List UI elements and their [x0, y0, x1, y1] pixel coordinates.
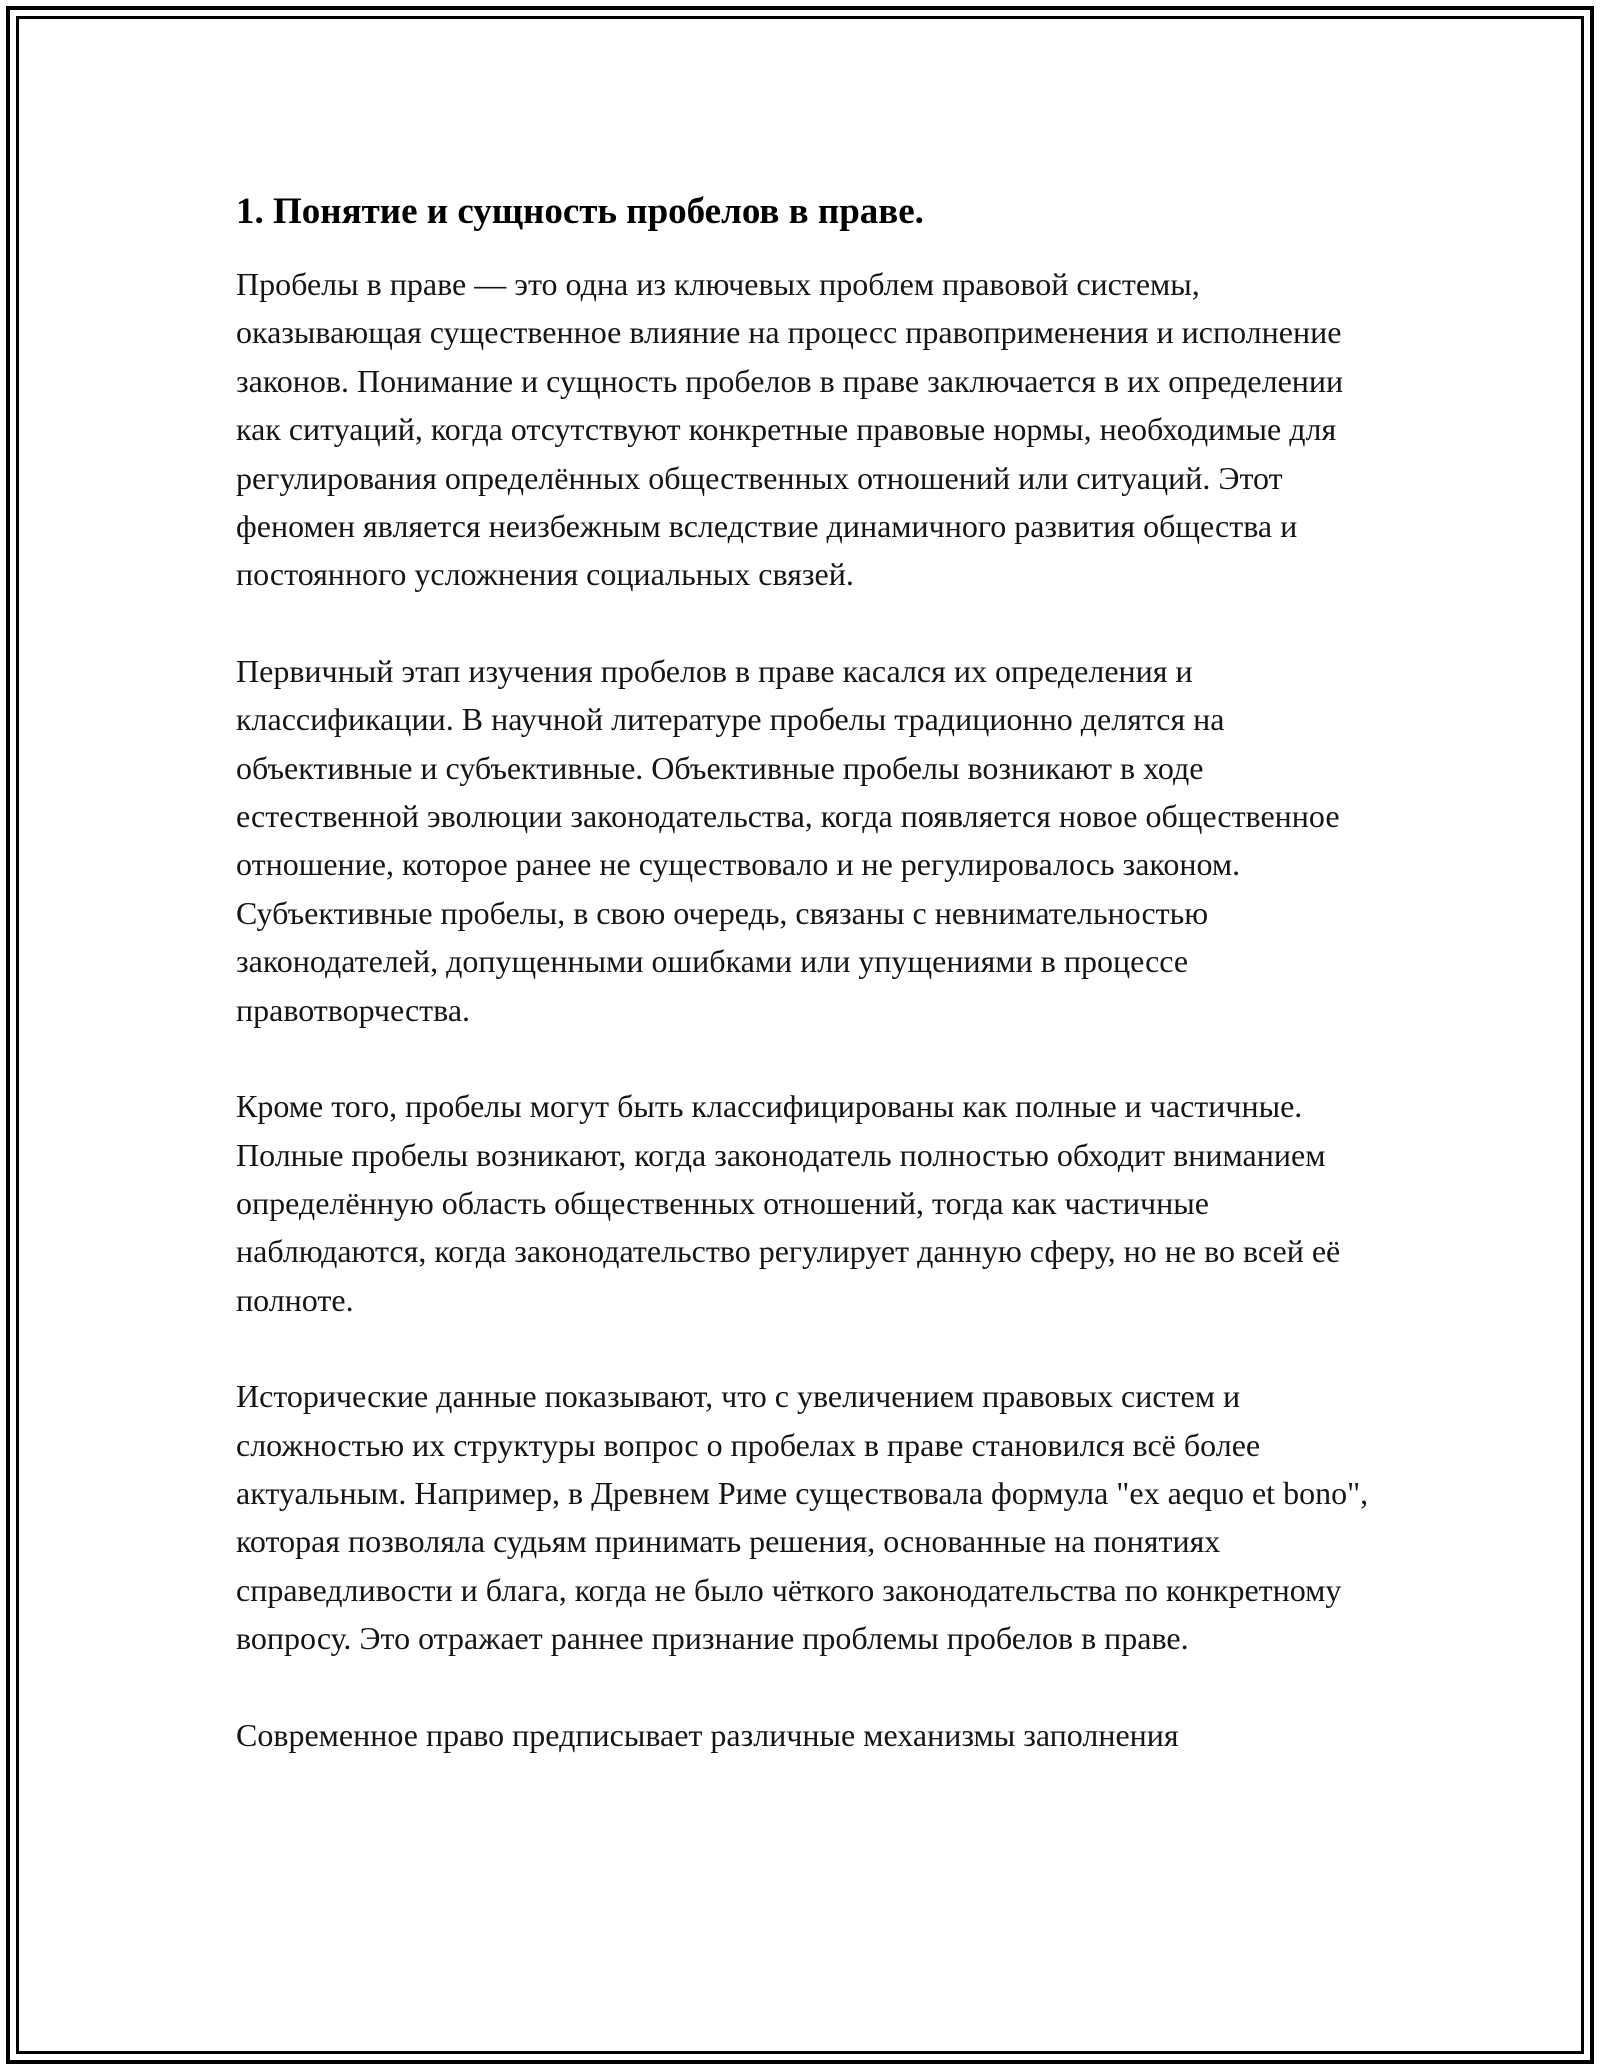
paragraph-modern-law: Современное право предписывает различные механизмы заполнения — [236, 1716, 1179, 1753]
paragraph-history: Исторические данные показывают, что с увеличением правовых систем и сложностью их структуры вопрос о пробелах в праве становился всё более актуальным. Например, в Древнем Риме существовала формула "ex aequo et bono", которая позволяла судьям принимать решения, основанные на понятиях справедливости и блага, когда не было чёткого законодательства по конкретному вопросу. Это отражает раннее признание проблемы пробелов в праве. — [236, 1378, 1369, 1657]
section-heading: 1. Понятие и сущность пробелов в праве. — [236, 191, 924, 232]
paragraph-full-partial: Кроме того, пробелы могут быть классифицированы как полные и частичные. Полные пробелы возникают, когда законодатель полностью обходит вниманием определённую область общественных отношений, тогда как частичные наблюдаются, когда законодательство регулирует данную сферу, но не во всей её полноте. — [236, 1088, 1341, 1318]
document-body — [236, 186, 1376, 1807]
paragraph-classification: Первичный этап изучения пробелов в праве касался их определения и классификации. В научной литературе пробелы традиционно делятся на объективные и субъективные. Объективные пробелы возникают в ходе естественной эволюции законодательства, когда появляется новое общественное отношение, которое ранее не существовало и не регулировалось законом. Субъективные пробелы, в свою очередь, связаны с невнимательностью законодателей, допущенными ошибками или упущениями в процессе правотворчества. — [236, 652, 1340, 1028]
paragraph-definition: Пробелы в праве — это одна из ключевых проблем правовой системы, оказывающая существенное влияние на процесс правоприменения и исполнение законов. Понимание и сущность пробелов в праве заключается в их определении как ситуаций, когда отсутствуют конкретные правовые нормы, необходимые для регулирования определённых общественных отношений или ситуаций. Этот феномен является неизбежным вследствие динамичного развития общества и постоянного усложнения социальных связей. — [236, 266, 1344, 593]
